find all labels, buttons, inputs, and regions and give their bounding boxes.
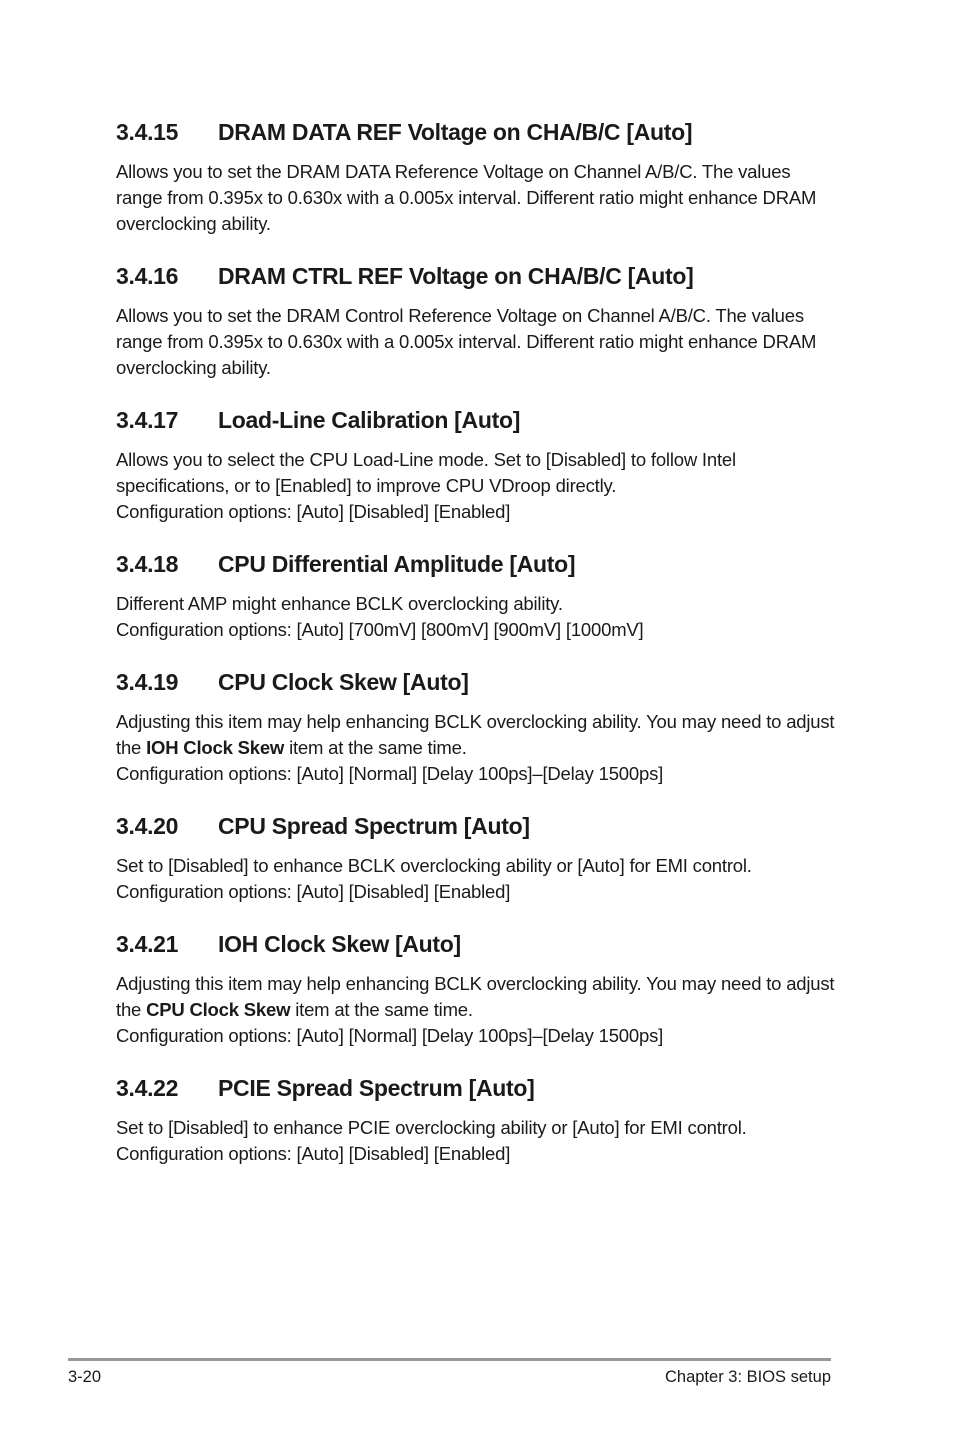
section-number: 3.4.16 — [116, 263, 179, 289]
section-body — [116, 303, 836, 381]
section-3-4-21 — [116, 929, 836, 1049]
config-options: Configuration options: [Auto] [Normal] [Delay 100ps]–[Delay 1500ps] — [116, 1025, 664, 1046]
section-title: CPU Differential Amplitude [Auto] — [218, 551, 576, 577]
section-number: 3.4.20 — [116, 813, 179, 839]
section-title: DRAM DATA REF Voltage on CHA/B/C [Auto] — [218, 119, 693, 145]
section-3-4-22 — [116, 1073, 836, 1167]
paragraph: Allows you to set the DRAM Control Reference Voltage on Channel A/B/C. The values range from 0.395x to 0.630x with a 0.005x interval. Different ratio might enhance DRAM overclocking ability. — [116, 305, 817, 378]
section-body — [116, 159, 836, 237]
section-title: CPU Spread Spectrum [Auto] — [218, 813, 530, 839]
paragraph: Allows you to select the CPU Load-Line mode. Set to [Disabled] to follow Intel specifications, or to [Enabled] to improve CPU VDroop directly. — [116, 449, 736, 496]
section-3-4-18 — [116, 549, 836, 643]
section-number: 3.4.21 — [116, 931, 179, 957]
section-title: IOH Clock Skew [Auto] — [218, 931, 461, 957]
paragraph: Set to [Disabled] to enhance BCLK overclocking ability or [Auto] for EMI control. — [116, 855, 752, 876]
paragraph: Set to [Disabled] to enhance PCIE overclocking ability or [Auto] for EMI control. — [116, 1117, 747, 1138]
section-3-4-15 — [116, 117, 836, 237]
section-number: 3.4.18 — [116, 551, 179, 577]
section-number: 3.4.22 — [116, 1075, 179, 1101]
paragraph: Adjusting this item may help enhancing BCLK overclocking ability. You may need to adjust the IOH Clock Skew item at the same time. — [116, 711, 835, 758]
section-3-4-19 — [116, 667, 836, 787]
section-number: 3.4.17 — [116, 407, 179, 433]
config-options: Configuration options: [Auto] [Disabled] [Enabled] — [116, 1143, 511, 1164]
section-heading — [116, 549, 836, 579]
paragraph: Adjusting this item may help enhancing BCLK overclocking ability. You may need to adjust the CPU Clock Skew item at the same time. — [116, 973, 835, 1020]
page-number: 3-20 — [68, 1368, 102, 1386]
chapter-title: Chapter 3: BIOS setup — [664, 1368, 831, 1386]
section-number: 3.4.15 — [116, 119, 179, 145]
section-3-4-17 — [116, 405, 836, 525]
bold-term: IOH Clock Skew — [146, 737, 285, 758]
config-options: Configuration options: [Auto] [Disabled] [Enabled] — [116, 881, 511, 902]
section-heading — [116, 117, 836, 147]
section-body — [116, 591, 836, 643]
section-number: 3.4.19 — [116, 669, 179, 695]
section-heading — [116, 811, 836, 841]
section-heading — [116, 667, 836, 697]
section-title: Load-Line Calibration [Auto] — [218, 407, 521, 433]
section-heading — [116, 405, 836, 435]
section-title: DRAM CTRL REF Voltage on CHA/B/C [Auto] — [218, 263, 694, 289]
section-body — [116, 709, 836, 787]
bold-term: CPU Clock Skew — [146, 999, 291, 1020]
footer-divider — [68, 1358, 831, 1361]
config-options: Configuration options: [Auto] [Normal] [Delay 100ps]–[Delay 1500ps] — [116, 763, 664, 784]
config-options: Configuration options: [Auto] [700mV] [800mV] [900mV] [1000mV] — [116, 619, 644, 640]
section-heading — [116, 1073, 836, 1103]
section-body — [116, 971, 836, 1049]
section-title: CPU Clock Skew [Auto] — [218, 669, 469, 695]
document-content — [116, 117, 836, 1191]
section-heading — [116, 261, 836, 291]
section-title: PCIE Spread Spectrum [Auto] — [218, 1075, 535, 1101]
section-heading — [116, 929, 836, 959]
paragraph: Different AMP might enhance BCLK overclocking ability. — [116, 593, 563, 614]
section-body — [116, 1115, 836, 1167]
paragraph: Allows you to set the DRAM DATA Reference Voltage on Channel A/B/C. The values range from 0.395x to 0.630x with a 0.005x interval. Different ratio might enhance DRAM overclocking ability. — [116, 161, 817, 234]
section-3-4-16 — [116, 261, 836, 381]
section-body — [116, 447, 836, 525]
section-3-4-20 — [116, 811, 836, 905]
section-body — [116, 853, 836, 905]
config-options: Configuration options: [Auto] [Disabled] [Enabled] — [116, 501, 511, 522]
page-footer — [68, 1366, 831, 1388]
